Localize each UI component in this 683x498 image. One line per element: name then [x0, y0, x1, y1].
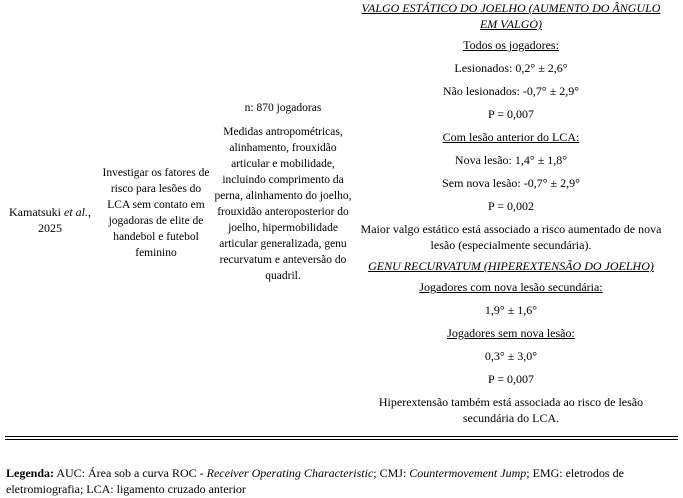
author-cell [4, 204, 96, 236]
author-etal: et al. [64, 205, 88, 219]
results-cell [356, 0, 666, 426]
not-injured-value: Não lesionados: -0,7° ± 2,9° [442, 84, 580, 98]
legend-title: Legenda: [6, 466, 54, 480]
author-name: Kamatsuki [9, 205, 64, 219]
new-secondary-value: 1,9° ± 1,6° [484, 303, 538, 317]
recurvatum-conclusion: Hiperextensão também está associada ao risco de lesão secundária do LCA. [378, 395, 644, 425]
no-new-value: 0,3° ± 3,0° [484, 349, 538, 363]
p-value-2: P = 0,002 [488, 199, 534, 213]
no-new-injury-value: Sem nova lesão: -0,7° ± 2,9° [442, 176, 580, 190]
valgus-heading: VALGO ESTÁTICO DO JOELHO (AUMENTO DO ÂNGULO EM VALGO) [361, 1, 661, 31]
legend-text-2: ; CMJ: [373, 466, 410, 480]
objective-cell: Investigar os fatores de risco para lesões do LCA sem contato em jogadoras de elite de handebol e futebol feminino [102, 167, 210, 259]
all-players-label: Todos os jogadores: [463, 38, 559, 52]
injured-value: Lesionados: 0,2° ± 2,6° [454, 61, 568, 75]
sample-size: n: 870 jogadoras [244, 102, 322, 114]
legend-italic-2: Countermovement Jump [409, 466, 527, 480]
prior-acl-label: Com lesão anterior do LCA: [442, 130, 580, 144]
new-injury-value: Nova lesão: 1,4° ± 1,8° [454, 153, 568, 167]
p-value-1: P = 0,007 [488, 107, 534, 121]
recurvatum-heading: GENU RECURVATUM (HIPEREXTENSÃO DO JOELHO) [368, 259, 654, 273]
author-year: , 2025 [38, 205, 91, 235]
valgus-conclusion: Maior valgo estático está associado a risco aumentado de nova lesão (especialmente secundária). [360, 222, 662, 252]
legend-text-1: AUC: Área sob a curva ROC - [54, 466, 207, 480]
p-value-3: P = 0,007 [488, 372, 534, 386]
legend-text-3: ; EMG: eletrodos de eletromiografia; LCA: ligamento cruzado anterior [6, 466, 624, 496]
table-legend [6, 465, 679, 497]
sample-cell [214, 100, 352, 284]
table-bottom-rule-2 [5, 439, 678, 440]
measures-text: Medidas antropométricas, alinhamento, frouxidão articular e mobilidade, incluindo comprimento da perna, alinhamento do joelho, frouxidão anteroposterior do joelho, hipermobilidade articular generalizada, genu recurvatum e anteversão do quadril. [214, 126, 352, 282]
legend-italic-1: Receiver Operating Characteristic [206, 466, 374, 480]
new-secondary-label: Jogadores com nova lesão secundária: [419, 280, 603, 294]
table-bottom-rule [5, 436, 678, 437]
no-new-label: Jogadores sem nova lesão: [447, 326, 575, 340]
